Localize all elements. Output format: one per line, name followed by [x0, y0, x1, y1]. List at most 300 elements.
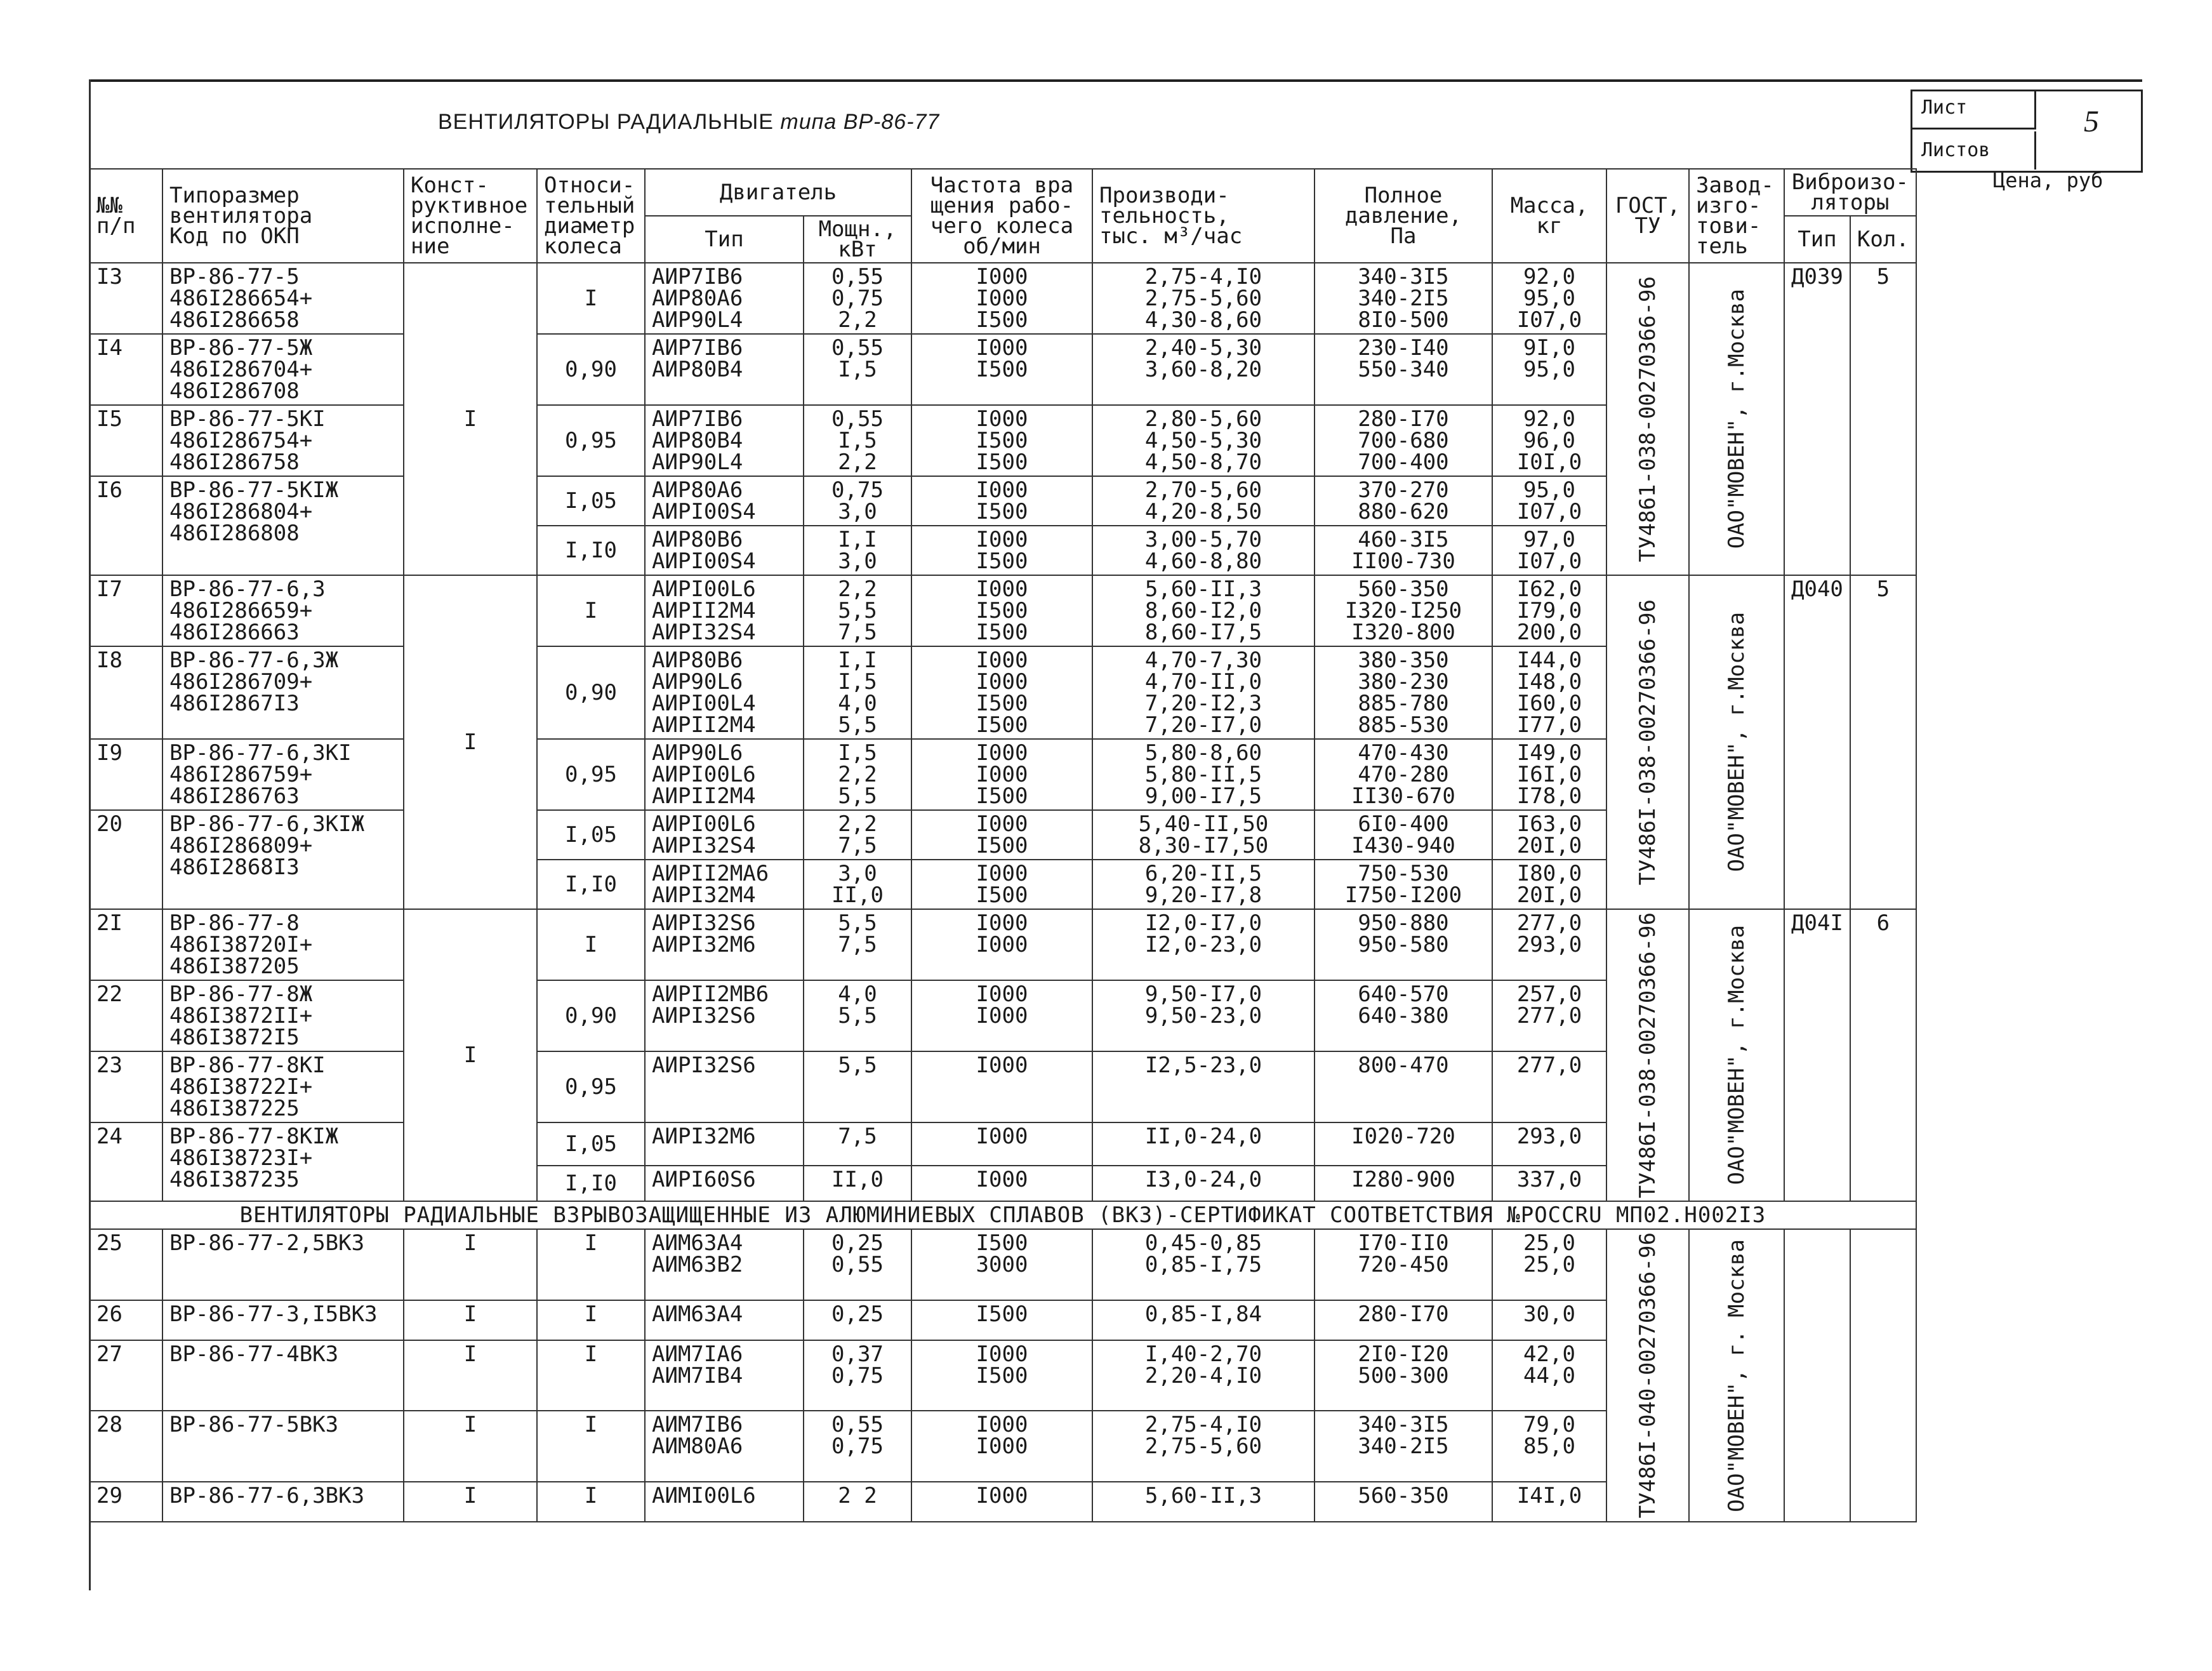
pressure-value — [1315, 405, 1492, 476]
design-cell: I — [404, 1411, 537, 1482]
row-number: 20 — [89, 810, 162, 909]
engine-type-line: АИР80А6 — [652, 477, 743, 503]
engine-power-line: 3,0 — [838, 499, 877, 524]
rpm-value-line: I000 — [976, 264, 1028, 290]
capacity-value-line: 7,20-I7,0 — [1144, 712, 1262, 738]
engine-type-line: АИРI00L6 — [652, 762, 756, 787]
col-design: Конст- руктивное исполне- ние — [404, 169, 537, 263]
engine-type-line: АИРI32S6 — [652, 1053, 756, 1078]
rpm-value — [911, 860, 1092, 909]
sheets-label: Листов — [1912, 131, 2036, 170]
mass-value-line: 337,0 — [1516, 1167, 1582, 1193]
col-capacity: Производи- тельность, тыс. м³/час — [1092, 169, 1315, 263]
engine-power — [804, 1051, 911, 1122]
engine-power-line: 5,5 — [838, 1003, 877, 1029]
mass-value-line: 20I,0 — [1516, 882, 1582, 908]
capacity-value — [1092, 1122, 1315, 1166]
model-name: ВР-86-77-5 — [169, 264, 300, 290]
engine-power — [804, 263, 911, 334]
pressure-value-line: 340-3I5 — [1358, 264, 1449, 290]
col-engine: Двигатель — [645, 169, 911, 216]
diameter-cell: 0,90 — [537, 334, 645, 405]
diameter-cell: I,I0 — [537, 526, 645, 575]
rpm-value-line: I000 — [976, 477, 1028, 503]
engine-type-line: АИМ7IА6 — [652, 1341, 743, 1367]
pressure-value-line: 470-280 — [1358, 762, 1449, 787]
engine-type-line: АИМ80А6 — [652, 1434, 743, 1460]
model-cell: ВР-86-77-3,I5ВК3 — [162, 1300, 404, 1340]
design-cell: I — [404, 909, 537, 1201]
rpm-value-line: I000 — [976, 1434, 1028, 1460]
engine-power — [804, 1411, 911, 1482]
engine-type — [645, 334, 804, 405]
engine-type-line: АИРI32S4 — [652, 833, 756, 858]
engine-power — [804, 646, 911, 739]
model-code2: 486I286708 — [169, 378, 300, 404]
engine-power-line: 0,37 — [831, 1341, 884, 1367]
pressure-value-line: 800-470 — [1358, 1053, 1449, 1078]
engine-power-line: 0,55 — [831, 1252, 884, 1278]
rpm-value — [911, 334, 1092, 405]
model-code1: 486I286804+ — [169, 499, 313, 524]
mass-value — [1492, 860, 1606, 909]
rpm-value-line: I500 — [976, 1362, 1028, 1388]
model-code1: 486I38720I+ — [169, 932, 313, 957]
pressure-value — [1315, 980, 1492, 1051]
capacity-value-line: 4,70-II,0 — [1144, 669, 1262, 695]
pressure-value-line: 340-2I5 — [1358, 286, 1449, 311]
sheet-label: Лист — [1912, 91, 2036, 130]
banner-text: ВЕНТИЛЯТОРЫ РАДИАЛЬНЫЕ ВЗРЫВОЗАЩИЩЕННЫЕ ИЗ АЛЮМИНИЕВЫХ СПЛАВОВ (ВКЗ)-СЕРТИФИКАТ СООТВЕТСТВИЯ №РОССRU МП02.Н002I3 — [89, 1201, 1916, 1229]
capacity-value-line: 0,85-I,84 — [1144, 1301, 1262, 1327]
engine-type-line: АИМI00L6 — [652, 1482, 756, 1508]
capacity-value-line: 2,75-4,I0 — [1144, 1412, 1262, 1438]
pressure-value-line: 280-I70 — [1358, 1301, 1449, 1327]
rpm-value — [911, 810, 1092, 860]
gost-cell — [1606, 575, 1689, 909]
pressure-value — [1315, 739, 1492, 810]
mass-value-line: 293,0 — [1516, 932, 1582, 957]
mass-value-line: I0I,0 — [1516, 449, 1582, 475]
mass-value-line: I6I,0 — [1516, 762, 1582, 787]
col-num: №№ п/п — [89, 169, 162, 263]
mass-value — [1492, 526, 1606, 575]
model-cell: ВР-86-77-2,5ВК3 — [162, 1229, 404, 1300]
model-name: ВР-86-77-8Ж — [169, 982, 313, 1007]
pressure-value-line: 6I0-400 — [1358, 811, 1449, 837]
maker-cell-text: ОАО"МОВЕН", г.Москва — [1724, 612, 1749, 872]
engine-power-line: 5,5 — [838, 1053, 877, 1078]
engine-power-line: 5,5 — [838, 910, 877, 936]
pressure-value — [1315, 1340, 1492, 1411]
model-code2: 486I2867I3 — [169, 691, 300, 716]
rpm-value-line: I000 — [976, 406, 1028, 432]
pressure-value-line: 560-350 — [1358, 576, 1449, 602]
mass-value-line: 25,0 — [1523, 1230, 1575, 1256]
capacity-value-line: 8,60-I2,0 — [1144, 598, 1262, 623]
model-cell — [162, 334, 404, 405]
model-cell — [162, 646, 404, 739]
rpm-value-line: I500 — [976, 428, 1028, 453]
capacity-value — [1092, 263, 1315, 334]
engine-power — [804, 526, 911, 575]
engine-power — [804, 476, 911, 526]
pressure-value-line: 470-430 — [1358, 740, 1449, 766]
rpm-value-line: I000 — [976, 1482, 1028, 1508]
engine-power-line: 2,2 — [838, 811, 877, 837]
rpm-value-line: I500 — [976, 1230, 1028, 1256]
row-number: 28 — [89, 1411, 162, 1482]
engine-power-line: 7,5 — [838, 932, 877, 957]
engine-power-line: I,I — [838, 648, 877, 673]
pressure-value-line: I430-940 — [1351, 833, 1455, 858]
capacity-value-line: I,40-2,70 — [1144, 1341, 1262, 1367]
capacity-value-line: 5,60-II,3 — [1144, 576, 1262, 602]
pressure-value — [1315, 909, 1492, 980]
model-cell — [162, 575, 404, 646]
col-vibro-type: Тип — [1784, 216, 1850, 263]
pressure-value — [1315, 1122, 1492, 1166]
row-number: 25 — [89, 1229, 162, 1300]
rpm-value — [911, 1122, 1092, 1166]
capacity-value-line: 2,75-4,I0 — [1144, 264, 1262, 290]
model-code2: 486I286663 — [169, 620, 300, 645]
pressure-value-line: 640-380 — [1358, 1003, 1449, 1029]
model-code1: 486I286704+ — [169, 357, 313, 382]
pressure-value-line: 8I0-500 — [1358, 307, 1449, 333]
capacity-value-line: 2,75-5,60 — [1144, 286, 1262, 311]
pressure-value — [1315, 1229, 1492, 1300]
engine-type-line: АИР7IB6 — [652, 406, 743, 432]
rpm-value-line: I000 — [976, 335, 1028, 361]
engine-power — [804, 860, 911, 909]
vibro-qty-cell: 6 — [1850, 909, 1916, 1201]
engine-power-line: 2 2 — [838, 1482, 877, 1508]
capacity-value-line: 5,80-8,60 — [1144, 740, 1262, 766]
pressure-value-line: 700-400 — [1358, 449, 1449, 475]
engine-type — [645, 909, 804, 980]
sheet-number: 5 — [2084, 105, 2099, 138]
pressure-value-line: 880-620 — [1358, 499, 1449, 524]
mass-value-line: I07,0 — [1516, 499, 1582, 524]
diameter-cell: 0,95 — [537, 739, 645, 810]
mass-value-line: 95,0 — [1523, 477, 1575, 503]
mass-value — [1492, 575, 1606, 646]
capacity-value-line: 4,70-7,30 — [1144, 648, 1262, 673]
mass-value-line: 97,0 — [1523, 527, 1575, 552]
rpm-value-line: I000 — [976, 1167, 1028, 1193]
diameter-cell: I — [537, 1411, 645, 1482]
engine-type — [645, 860, 804, 909]
mass-value-line: 277,0 — [1516, 1053, 1582, 1078]
engine-power-line: 4,0 — [838, 982, 877, 1007]
rpm-value — [911, 405, 1092, 476]
model-code2: 486I286758 — [169, 449, 300, 475]
pressure-value-line: II30-670 — [1351, 783, 1455, 809]
engine-power-line: I,I — [838, 527, 877, 552]
capacity-value — [1092, 1300, 1315, 1340]
banner-row — [89, 1201, 1916, 1229]
rpm-value-line: I500 — [976, 620, 1028, 645]
engine-power-line: I,5 — [838, 669, 877, 695]
engine-type — [645, 1482, 804, 1522]
capacity-value — [1092, 1051, 1315, 1122]
col-mass: Масса, кг — [1492, 169, 1606, 263]
capacity-value — [1092, 526, 1315, 575]
model-code2: 486I387235 — [169, 1167, 300, 1192]
engine-power-line: 5,5 — [838, 598, 877, 623]
rpm-value-line: I500 — [976, 833, 1028, 858]
col-pressure: Полное давление, Па — [1315, 169, 1492, 263]
capacity-value — [1092, 909, 1315, 980]
table-row — [89, 263, 1916, 334]
rpm-value-line: I000 — [976, 932, 1028, 957]
engine-power-line: II,0 — [831, 1167, 884, 1193]
pressure-value — [1315, 263, 1492, 334]
diameter-cell: 0,95 — [537, 1051, 645, 1122]
rpm-value-line: 3000 — [976, 1252, 1028, 1278]
row-number: 2I — [89, 909, 162, 980]
maker-cell — [1689, 1229, 1784, 1521]
engine-power-line: I,5 — [838, 740, 877, 766]
engine-power — [804, 334, 911, 405]
row-number: 24 — [89, 1122, 162, 1201]
engine-type-line: АИРII2М4 — [652, 712, 756, 738]
gost-cell — [1606, 909, 1689, 1201]
gost-cell — [1606, 263, 1689, 575]
engine-type — [645, 739, 804, 810]
pressure-value — [1315, 1166, 1492, 1201]
engine-type-line: АИР7IB6 — [652, 335, 743, 361]
rpm-value-line: I500 — [976, 449, 1028, 475]
fan-table — [89, 168, 1917, 1522]
model-name: ВР-86-77-6,3КIЖ — [169, 811, 365, 837]
col-vibro: Виброизо- ляторы — [1784, 169, 1916, 216]
capacity-value-line: 9,50-23,0 — [1144, 1003, 1262, 1029]
pressure-value-line: 550-340 — [1358, 357, 1449, 382]
model-code1: 486I38723I+ — [169, 1145, 313, 1171]
diameter-cell: I,I0 — [537, 1166, 645, 1201]
diameter-cell: I — [537, 575, 645, 646]
model-code1: 486I286654+ — [169, 286, 313, 311]
mass-value-line: 257,0 — [1516, 982, 1582, 1007]
rpm-value-line: I000 — [976, 576, 1028, 602]
sheet-box — [1911, 90, 2143, 173]
col-rpm: Частота вра щения рабо- чего колеса об/мин — [911, 169, 1092, 263]
rpm-value-line: I500 — [976, 357, 1028, 382]
engine-type — [645, 1411, 804, 1482]
engine-type — [645, 1122, 804, 1166]
pressure-value-line: I70-II0 — [1358, 1230, 1449, 1256]
engine-type-line: АИР80В4 — [652, 428, 743, 453]
rpm-value — [911, 575, 1092, 646]
row-number: 27 — [89, 1340, 162, 1411]
vibro-qty-cell — [1850, 1229, 1916, 1521]
pressure-value-line: 370-270 — [1358, 477, 1449, 503]
pressure-value — [1315, 1482, 1492, 1522]
rpm-value-line: I000 — [976, 648, 1028, 673]
mass-value-line: 293,0 — [1516, 1124, 1582, 1149]
mass-value — [1492, 739, 1606, 810]
rpm-value — [911, 1051, 1092, 1122]
gost-cell — [1606, 1229, 1689, 1521]
engine-type-line: АИРII2М4 — [652, 783, 756, 809]
model-name: ВР-86-77-5Ж — [169, 335, 313, 361]
engine-type-line: АИРI00L6 — [652, 576, 756, 602]
capacity-value-line: 4,50-5,30 — [1144, 428, 1262, 453]
capacity-value-line: 2,75-5,60 — [1144, 1434, 1262, 1460]
engine-power-line: 7,5 — [838, 1124, 877, 1149]
rpm-value-line: I500 — [976, 691, 1028, 716]
model-code1: 486I286759+ — [169, 762, 313, 787]
vibro-type-cell: Д040 — [1784, 575, 1850, 909]
engine-type-line: АИРI00S4 — [652, 549, 756, 574]
model-code1: 486I286809+ — [169, 833, 313, 858]
maker-cell — [1689, 263, 1784, 575]
mass-value-line: 44,0 — [1523, 1362, 1575, 1388]
engine-power-line: 2,2 — [838, 307, 877, 333]
design-cell: I — [404, 575, 537, 909]
mass-value — [1492, 909, 1606, 980]
pressure-value-line: 340-2I5 — [1358, 1434, 1449, 1460]
capacity-value — [1092, 405, 1315, 476]
engine-power-line: 3,0 — [838, 549, 877, 574]
capacity-value — [1092, 739, 1315, 810]
mass-value-line: I4I,0 — [1516, 1482, 1582, 1508]
engine-type — [645, 810, 804, 860]
capacity-value — [1092, 1482, 1315, 1522]
capacity-value — [1092, 334, 1315, 405]
pressure-value — [1315, 476, 1492, 526]
pressure-value — [1315, 810, 1492, 860]
engine-power-line: 4,0 — [838, 691, 877, 716]
vibro-type-cell: Д04I — [1784, 909, 1850, 1201]
capacity-value-line: I2,0-I7,0 — [1144, 910, 1262, 936]
rpm-value — [911, 476, 1092, 526]
model-code1: 486I286754+ — [169, 428, 313, 453]
engine-power — [804, 1229, 911, 1300]
capacity-value — [1092, 646, 1315, 739]
engine-power-line: 0,55 — [831, 335, 884, 361]
diameter-cell: I — [537, 1229, 645, 1300]
engine-type-line: АИРI32М6 — [652, 932, 756, 957]
row-number: 22 — [89, 980, 162, 1051]
design-cell: I — [404, 1340, 537, 1411]
rpm-value-line: I000 — [976, 982, 1028, 1007]
capacity-value-line: 2,70-5,60 — [1144, 477, 1262, 503]
col-model: Типоразмер вентилятора Код по ОКП — [162, 169, 404, 263]
engine-type — [645, 476, 804, 526]
design-cell: I — [404, 1300, 537, 1340]
capacity-value — [1092, 1340, 1315, 1411]
row-number: I7 — [89, 575, 162, 646]
engine-type-line: АИМ63А4 — [652, 1301, 743, 1327]
vibro-type-cell — [1784, 1229, 1850, 1521]
model-name: ВР-86-77-8КIЖ — [169, 1124, 339, 1149]
diameter-cell: I — [537, 263, 645, 334]
pressure-value-line: 885-780 — [1358, 691, 1449, 716]
diameter-cell: I — [537, 1340, 645, 1411]
rpm-value-line: I000 — [976, 527, 1028, 552]
table-row — [89, 575, 1916, 646]
capacity-value-line: 6,20-II,5 — [1144, 861, 1262, 886]
rpm-value — [911, 1411, 1092, 1482]
mass-value — [1492, 1166, 1606, 1201]
engine-type-line: АИР80В6 — [652, 527, 743, 552]
pressure-value-line: 230-I40 — [1358, 335, 1449, 361]
rpm-value-line: I000 — [976, 861, 1028, 886]
diameter-cell: I,I0 — [537, 860, 645, 909]
model-code1: 486I286709+ — [169, 669, 313, 695]
engine-power-line: 0,75 — [831, 1362, 884, 1388]
pressure-value-line: I750-I200 — [1344, 882, 1462, 908]
pressure-value-line: 950-580 — [1358, 932, 1449, 957]
pressure-value-line: II00-730 — [1351, 549, 1455, 574]
model-cell — [162, 263, 404, 334]
capacity-value-line: I2,5-23,0 — [1144, 1053, 1262, 1078]
model-cell — [162, 909, 404, 980]
pressure-value — [1315, 334, 1492, 405]
diameter-cell: I,05 — [537, 476, 645, 526]
mass-value-line: 92,0 — [1523, 264, 1575, 290]
diameter-cell: 0,95 — [537, 405, 645, 476]
mass-value-line: 92,0 — [1523, 406, 1575, 432]
engine-type-line: АИРI32S6 — [652, 1003, 756, 1029]
engine-type-line: АИМ7IВ4 — [652, 1362, 743, 1388]
row-number: I8 — [89, 646, 162, 739]
pressure-value-line: 885-530 — [1358, 712, 1449, 738]
rpm-value-line: I000 — [976, 1003, 1028, 1029]
pressure-value-line: 380-350 — [1358, 648, 1449, 673]
engine-power-line: I,5 — [838, 357, 877, 382]
diameter-cell: 0,90 — [537, 980, 645, 1051]
capacity-value — [1092, 1229, 1315, 1300]
rpm-value-line: I000 — [976, 910, 1028, 936]
capacity-value-line: 0,45-0,85 — [1144, 1230, 1262, 1256]
rpm-value-line: I000 — [976, 286, 1028, 311]
capacity-value — [1092, 1166, 1315, 1201]
pressure-value-line: 560-350 — [1358, 1482, 1449, 1508]
engine-power-line: 5,5 — [838, 712, 877, 738]
rpm-value — [911, 526, 1092, 575]
engine-type-line: АИР90L6 — [652, 669, 743, 695]
rpm-value — [911, 1229, 1092, 1300]
engine-type-line: АИР90L6 — [652, 740, 743, 766]
capacity-value — [1092, 980, 1315, 1051]
engine-type-line: АИРI00S4 — [652, 499, 756, 524]
mass-value-line: 95,0 — [1523, 286, 1575, 311]
engine-type — [645, 1229, 804, 1300]
mass-value-line: I78,0 — [1516, 783, 1582, 809]
model-name: ВР-86-77-6,3 — [169, 576, 326, 602]
mass-value-line: I07,0 — [1516, 549, 1582, 574]
rpm-value-line: I500 — [976, 549, 1028, 574]
diameter-cell: I,05 — [537, 1122, 645, 1166]
design-cell: I — [404, 263, 537, 575]
engine-type — [645, 405, 804, 476]
engine-power-line: 3,0 — [838, 861, 877, 886]
engine-power — [804, 405, 911, 476]
engine-type-line: АИРI32М6 — [652, 1124, 756, 1149]
mass-value-line: I79,0 — [1516, 598, 1582, 623]
pressure-value-line: I320-800 — [1351, 620, 1455, 645]
header-row-1 — [89, 169, 1916, 216]
capacity-value-line: 2,80-5,60 — [1144, 406, 1262, 432]
capacity-value-line: 4,30-8,60 — [1144, 307, 1262, 333]
engine-power — [804, 980, 911, 1051]
vibro-type-cell: Д039 — [1784, 263, 1850, 575]
engine-power-line: 0,25 — [831, 1230, 884, 1256]
